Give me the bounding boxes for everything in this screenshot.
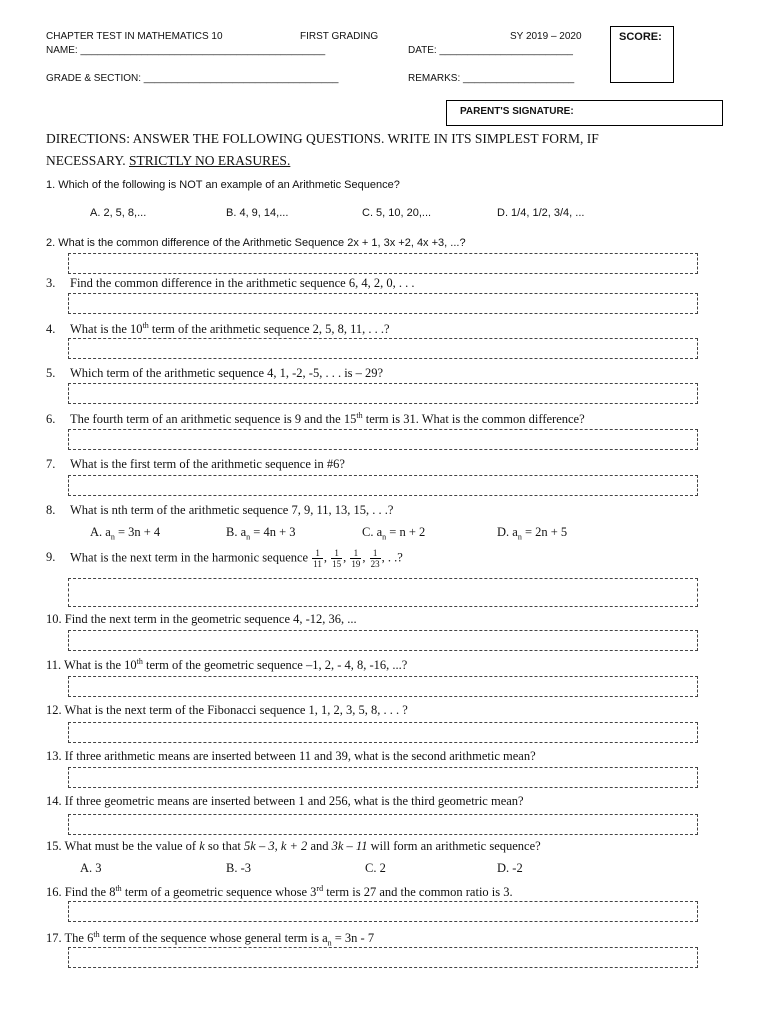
q9-f2-num: 1 [331,548,342,559]
q1-choice-d[interactable]: D. 1/4, 1/2, 3/4, ... [497,207,585,219]
q1-choice-c[interactable]: C. 5, 10, 20,... [362,207,432,219]
question-7 [46,457,345,472]
question-10: 10. Find the next term in the geometric sequence 4, -12, 36, ... [46,612,357,626]
q16-text-2: term of a geometric sequence whose 3 [121,885,317,900]
score-label: SCORE: [619,31,662,43]
question-14: 14. If three geometric means are inserted between 1 and 256, what is the third geometric mean? [46,794,524,808]
q15-text-3: will form an arithmetic sequence? [367,839,541,853]
name-field[interactable]: NAME: ____________________________________________ [46,45,326,56]
q9-fraction-3 [350,548,361,569]
q16-text-1: 16. Find the 8 [46,885,116,900]
q8-c-pre: C. a [362,525,383,539]
q17-sub: n [327,938,332,948]
q7-number: 7. [46,457,56,471]
q6-number: 6. [46,412,56,427]
q8-a-sub: n [110,532,115,542]
parent-signature-label: PARENT'S SIGNATURE: [460,106,574,117]
question-2: 2. What is the common difference of the Arithmetic Sequence 2x + 1, 3x +2, 4x +3, ...? [46,237,466,249]
q8-choice-c[interactable] [362,525,425,542]
q3-text: Find the common difference in the arithmetic sequence 6, 4, 2, 0, . . . [70,276,415,290]
question-5 [46,366,383,381]
answer-box-12[interactable] [68,722,698,743]
q9-f1-num: 1 [312,548,323,559]
q9-comma-3: , [362,550,366,565]
question-6 [46,411,585,427]
q5-number: 5. [46,366,56,380]
answer-box-16[interactable] [68,901,698,922]
q11-sup: th [136,657,143,666]
grade-section-field[interactable]: GRADE & SECTION: ___________________________________ [46,73,339,84]
date-field[interactable]: DATE: ________________________ [408,45,573,56]
q8-a-pre: A. a [90,525,111,539]
q15-text-2: so that [204,839,245,853]
answer-box-7[interactable] [68,475,698,496]
question-16 [46,884,513,900]
q9-f3-den: 19 [351,559,361,569]
directions-line-2 [46,153,290,169]
q8-number: 8. [46,503,56,517]
q16-sup-1: th [115,884,122,893]
question-8 [46,503,393,518]
q9-f4-den: 23 [370,559,380,569]
answer-box-17[interactable] [68,947,698,968]
question-1: 1. Which of the following is NOT an example of an Arithmetic Sequence? [46,179,400,191]
q7-text: What is the first term of the arithmetic sequence in #6? [70,457,345,471]
q15-expr-1: 5k – 3 [244,839,275,853]
question-11 [46,657,407,673]
q15-expr-2: k + 2 [280,839,308,853]
q8-choice-a[interactable] [90,525,160,542]
q8-b-post: = 4n + 3 [250,525,296,539]
question-13: 13. If three arithmetic means are inserted between 11 and 39, what is the second arithmetic mean? [46,749,536,763]
answer-box-10[interactable] [68,630,698,651]
directions-necessary: NECESSARY. [46,153,130,168]
q9-fraction-2 [331,548,342,569]
question-15 [46,839,541,854]
q8-d-pre: D. a [497,525,518,539]
score-box [610,26,674,83]
q4-number: 4. [46,322,56,337]
question-17 [46,930,374,948]
q15-comma: , [274,839,281,853]
answer-box-13[interactable] [68,767,698,788]
q9-fraction-1 [312,548,323,569]
q9-f3-num: 1 [350,548,361,559]
q9-comma-2: , [343,550,347,565]
q16-sup-2: rd [316,884,324,893]
parent-signature-box[interactable] [446,100,723,126]
q15-expr-3: 3k – 11 [331,839,368,853]
q9-f1-den: 11 [313,559,322,569]
q8-d-sub: n [517,532,522,542]
q4-text-2: term of the arithmetic sequence 2, 5, 8, 11, . . .? [148,322,390,337]
q4-sup: th [142,321,149,330]
q4-text-1: What is the 10 [70,322,143,337]
remarks-field[interactable]: REMARKS: ____________________ [408,73,575,84]
q8-c-sub: n [382,532,387,542]
answer-box-14[interactable] [68,814,698,835]
q8-choice-b[interactable] [226,525,296,542]
q15-text-1: 15. What must be the value of [46,839,200,853]
q17-sup: th [93,930,100,939]
q6-sup: th [356,411,363,420]
q15-choice-a[interactable]: A. 3 [80,861,102,875]
q5-text: Which term of the arithmetic sequence 4, 1, -2, -5, . . . is – 29? [70,366,384,380]
q9-number: 9. [46,550,56,565]
directions-line-1: DIRECTIONS: ANSWER THE FOLLOWING QUESTIONS. WRITE IN ITS SIMPLEST FORM, IF [46,131,599,146]
q11-text-1: 11. What is the 10 [46,658,137,673]
q15-choice-b[interactable]: B. -3 [226,861,251,875]
q6-text-2: term is 31. What is the common difference? [362,412,585,427]
answer-box-9[interactable] [68,578,698,607]
q3-number: 3. [46,276,56,290]
q11-text-2: term of the geometric sequence –1, 2, - 4, 8, -16, ...? [142,658,408,673]
q15-k: k [199,839,205,853]
q17-text-3: = 3n - 7 [331,931,375,946]
grading-period: FIRST GRADING [300,31,379,42]
q8-d-post: = 2n + 5 [521,525,568,539]
q1-choice-b[interactable]: B. 4, 9, 14,... [226,207,289,219]
school-year: SY 2019 – 2020 [510,31,582,42]
q15-choice-c[interactable]: C. 2 [365,861,386,875]
test-title: CHAPTER TEST IN MATHEMATICS 10 [46,31,223,42]
q9-f4-num: 1 [370,548,381,559]
answer-box-5[interactable] [68,383,698,404]
answer-box-4[interactable] [68,338,698,359]
q9-comma-1: , [323,550,328,565]
q8-choice-d[interactable] [497,525,567,542]
q16-text-3: term is 27 and the common ratio is 3. [323,885,513,900]
q17-text-2: term of the sequence whose general term is a [99,931,328,946]
answer-box-11[interactable] [68,676,698,697]
q8-b-pre: B. a [226,525,247,539]
directions-no-erasures: STRICTLY NO ERASURES. [129,153,291,168]
q9-fraction-4 [370,548,381,569]
question-12: 12. What is the next term of the Fibonacci sequence 1, 1, 2, 3, 5, 8, . . . ? [46,703,408,717]
question-3 [46,276,414,291]
q9-f2-den: 15 [332,559,342,569]
q9-tail: , . .? [381,550,403,565]
answer-box-2[interactable] [68,253,698,274]
q6-text-1: The fourth term of an arithmetic sequence is 9 and the 15 [70,412,357,427]
q8-c-post: = n + 2 [386,525,426,539]
question-9 [46,548,403,569]
q8-b-sub: n [246,532,251,542]
q8-a-post: = 3n + 4 [114,525,161,539]
q1-choice-a[interactable]: A. 2, 5, 8,... [90,207,147,219]
q15-and: and [307,839,332,853]
q8-text: What is nth term of the arithmetic sequence 7, 9, 11, 13, 15, . . .? [70,503,394,517]
q17-text-1: 17. The 6 [46,931,94,946]
q15-choice-d[interactable]: D. -2 [497,861,523,875]
q9-text: What is the next term in the harmonic sequence [70,550,312,565]
answer-box-3[interactable] [68,293,698,314]
question-4 [46,321,390,337]
answer-box-6[interactable] [68,429,698,450]
